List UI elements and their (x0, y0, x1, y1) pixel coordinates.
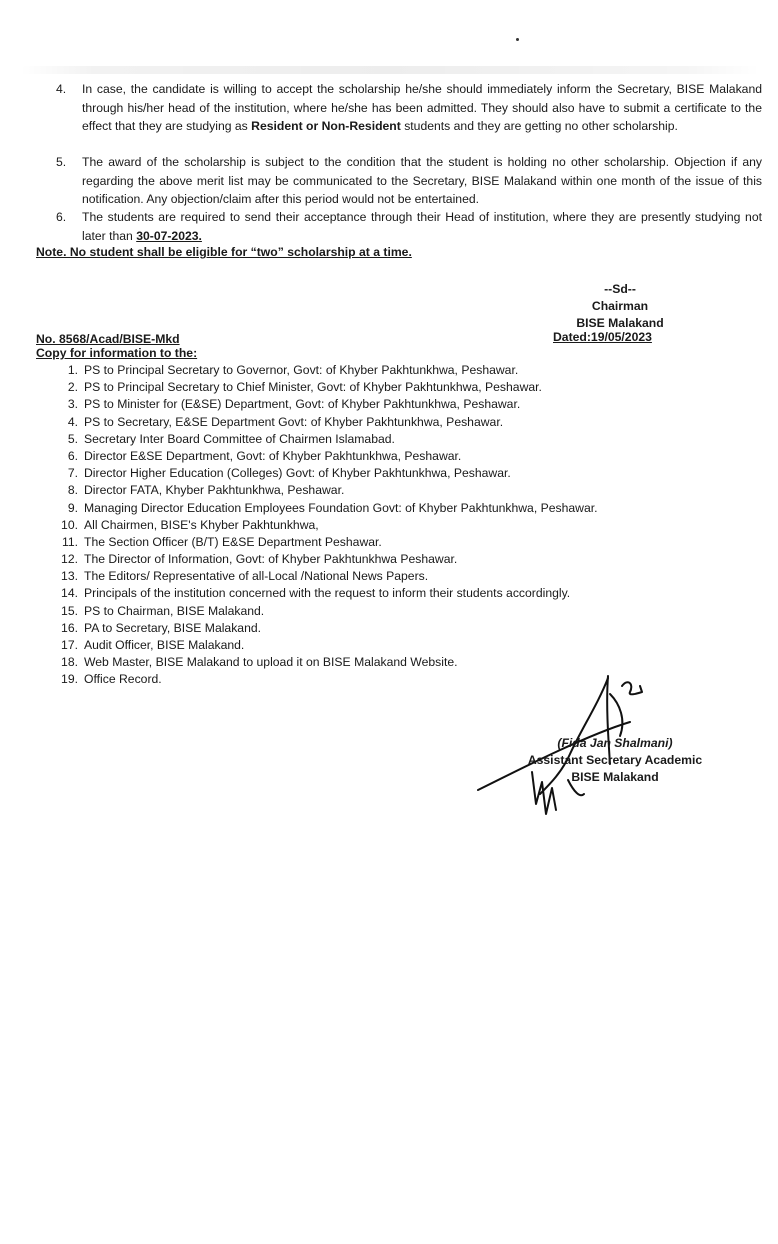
paragraph-4 (56, 80, 762, 136)
copy-item-number: 19. (61, 672, 78, 687)
copy-item-text: Principals of the institution concerned with the request to inform their students accordingly. (84, 586, 571, 601)
copy-list-item (40, 620, 740, 637)
copy-item-number: 8. (67, 483, 78, 498)
copy-heading: Copy for information to the: (36, 346, 198, 360)
chairman-org: BISE Malakand (576, 316, 664, 330)
signer-block (500, 735, 730, 786)
copy-list (40, 362, 740, 689)
copy-item-text: PA to Secretary, BISE Malakand. (84, 620, 262, 635)
copy-item-number: 15. (61, 603, 78, 618)
copy-item-text: Secretary Inter Board Committee of Chairmen Islamabad. (84, 431, 395, 446)
copy-item-text: All Chairmen, BISE's Khyber Pakhtunkhwa, (84, 517, 319, 532)
copy-list-item (40, 568, 740, 585)
copy-item-number: 7. (67, 466, 78, 481)
copy-item-text: Audit Officer, BISE Malakand. (84, 638, 245, 652)
copy-list-item (40, 362, 740, 379)
copy-item-text: Director FATA, Khyber Pakhtunkhwa, Peshawar. (84, 483, 345, 498)
copy-item-number: 4. (67, 414, 78, 429)
copy-item-text: Managing Director Education Employees Foundation Govt: of Khyber Pakhtunkhwa, Peshawar. (84, 500, 598, 515)
paragraph-text: The award of the scholarship is subject to the condition that the student is holding no other scholarship. Objection if any regarding the above merit list may be communicated to the Secretary, BISE Malakand within one month of the issue of this notification. Any objection/claim after this period would not be entertained. (82, 155, 762, 206)
chairman-title: Chairman (591, 299, 649, 313)
issue-date: Dated:19/05/2023 (553, 330, 652, 344)
copy-list-item (40, 465, 740, 482)
signer-title: Assistant Secretary Academic (527, 753, 703, 767)
deadline-date: 30-07-2023. (136, 228, 202, 243)
scan-smudge (20, 66, 760, 74)
signer-org: BISE Malakand (571, 770, 659, 784)
signer-name: (Fida Jan Shalmani) (557, 736, 673, 750)
paragraph-number: 4. (56, 82, 67, 96)
copy-item-number: 2. (67, 380, 78, 395)
copy-list-item (40, 414, 740, 431)
copy-list-item (40, 585, 740, 602)
copy-list-item (40, 603, 740, 620)
copy-item-text: PS to Chairman, BISE Malakand. (84, 603, 265, 618)
chairman-block (540, 281, 700, 332)
scan-speck (516, 38, 519, 41)
copy-item-text: Web Master, BISE Malakand to upload it on BISE Malakand Website. (84, 655, 458, 670)
copy-item-number: 5. (67, 431, 78, 446)
copy-item-number: 17. (61, 638, 78, 652)
copy-list-item (40, 379, 740, 396)
copy-item-number: 14. (61, 586, 78, 601)
copy-list-item (40, 431, 740, 448)
paragraph-number: 5. (56, 155, 67, 169)
residency-status: Resident or Non-Resident (251, 119, 401, 133)
copy-item-text: Director Higher Education (Colleges) Govt: of Khyber Pakhtunkhwa, Peshawar. (84, 466, 511, 481)
copy-item-text: PS to Secretary, E&SE Department Govt: of Khyber Pakhtunkhwa, Peshawar. (84, 414, 504, 429)
copy-item-number: 11. (61, 534, 78, 549)
copy-item-text: PS to Principal Secretary to Governor, Govt: of Khyber Pakhtunkhwa, Peshawar. (84, 363, 519, 377)
copy-item-number: 13. (61, 569, 78, 584)
paragraph-number: 6. (56, 210, 67, 224)
copy-item-text: The Director of Information, Govt: of Khyber Pakhtunkhwa Peshawar. (84, 552, 458, 567)
paragraph-5 (56, 153, 762, 209)
copy-item-number: 18. (61, 655, 78, 670)
paragraph-text: In case, the candidate is willing to accept the scholarship he/she should immediately inform the Secretary, BISE Malakand through his/her head of the institution, where he/she has been admitted. They should also have to submit a certificate to the effect that they are studying as Resident or Non-Resident students and they are getting no other scholarship. (82, 82, 762, 133)
copy-list-item (40, 500, 740, 517)
reference-number: No. 8568/Acad/BISE-Mkd (36, 332, 180, 346)
copy-item-number: 12. (61, 552, 78, 567)
signed-mark: --Sd-- (604, 282, 636, 296)
copy-list-item (40, 534, 740, 551)
copy-list-item (40, 482, 740, 499)
paragraph-text: The students are required to send their acceptance through their Head of institution, where they are presently studying not later than 30-07-2023. (82, 210, 762, 243)
copy-item-text: Director E&SE Department, Govt: of Khyber Pakhtunkhwa, Peshawar. (84, 448, 462, 463)
copy-item-number: 10. (61, 517, 78, 532)
copy-item-text: The Section Officer (B/T) E&SE Department Peshawar. (84, 534, 382, 549)
copy-item-number: 6. (67, 448, 78, 463)
copy-item-text: PS to Minister for (E&SE) Department, Govt: of Khyber Pakhtunkhwa, Peshawar. (84, 397, 521, 412)
copy-list-item (40, 448, 740, 465)
copy-item-text: Office Record. (84, 672, 162, 687)
copy-item-number: 9. (67, 500, 78, 515)
paragraph-6 (56, 208, 762, 245)
copy-list-item (40, 637, 740, 654)
copy-list-item (40, 517, 740, 534)
note: Note. No student shall be eligible for “two” scholarship at a time. (36, 245, 412, 259)
copy-list-item (40, 551, 740, 568)
copy-item-number: 16. (61, 620, 78, 635)
copy-list-item (40, 396, 740, 413)
copy-item-number: 3. (67, 397, 78, 412)
copy-item-text: PS to Principal Secretary to Chief Minister, Govt: of Khyber Pakhtunkhwa, Peshawar. (84, 380, 542, 395)
copy-item-text: The Editors/ Representative of all-Local /National News Papers. (84, 569, 429, 584)
copy-item-number: 1. (67, 363, 78, 377)
